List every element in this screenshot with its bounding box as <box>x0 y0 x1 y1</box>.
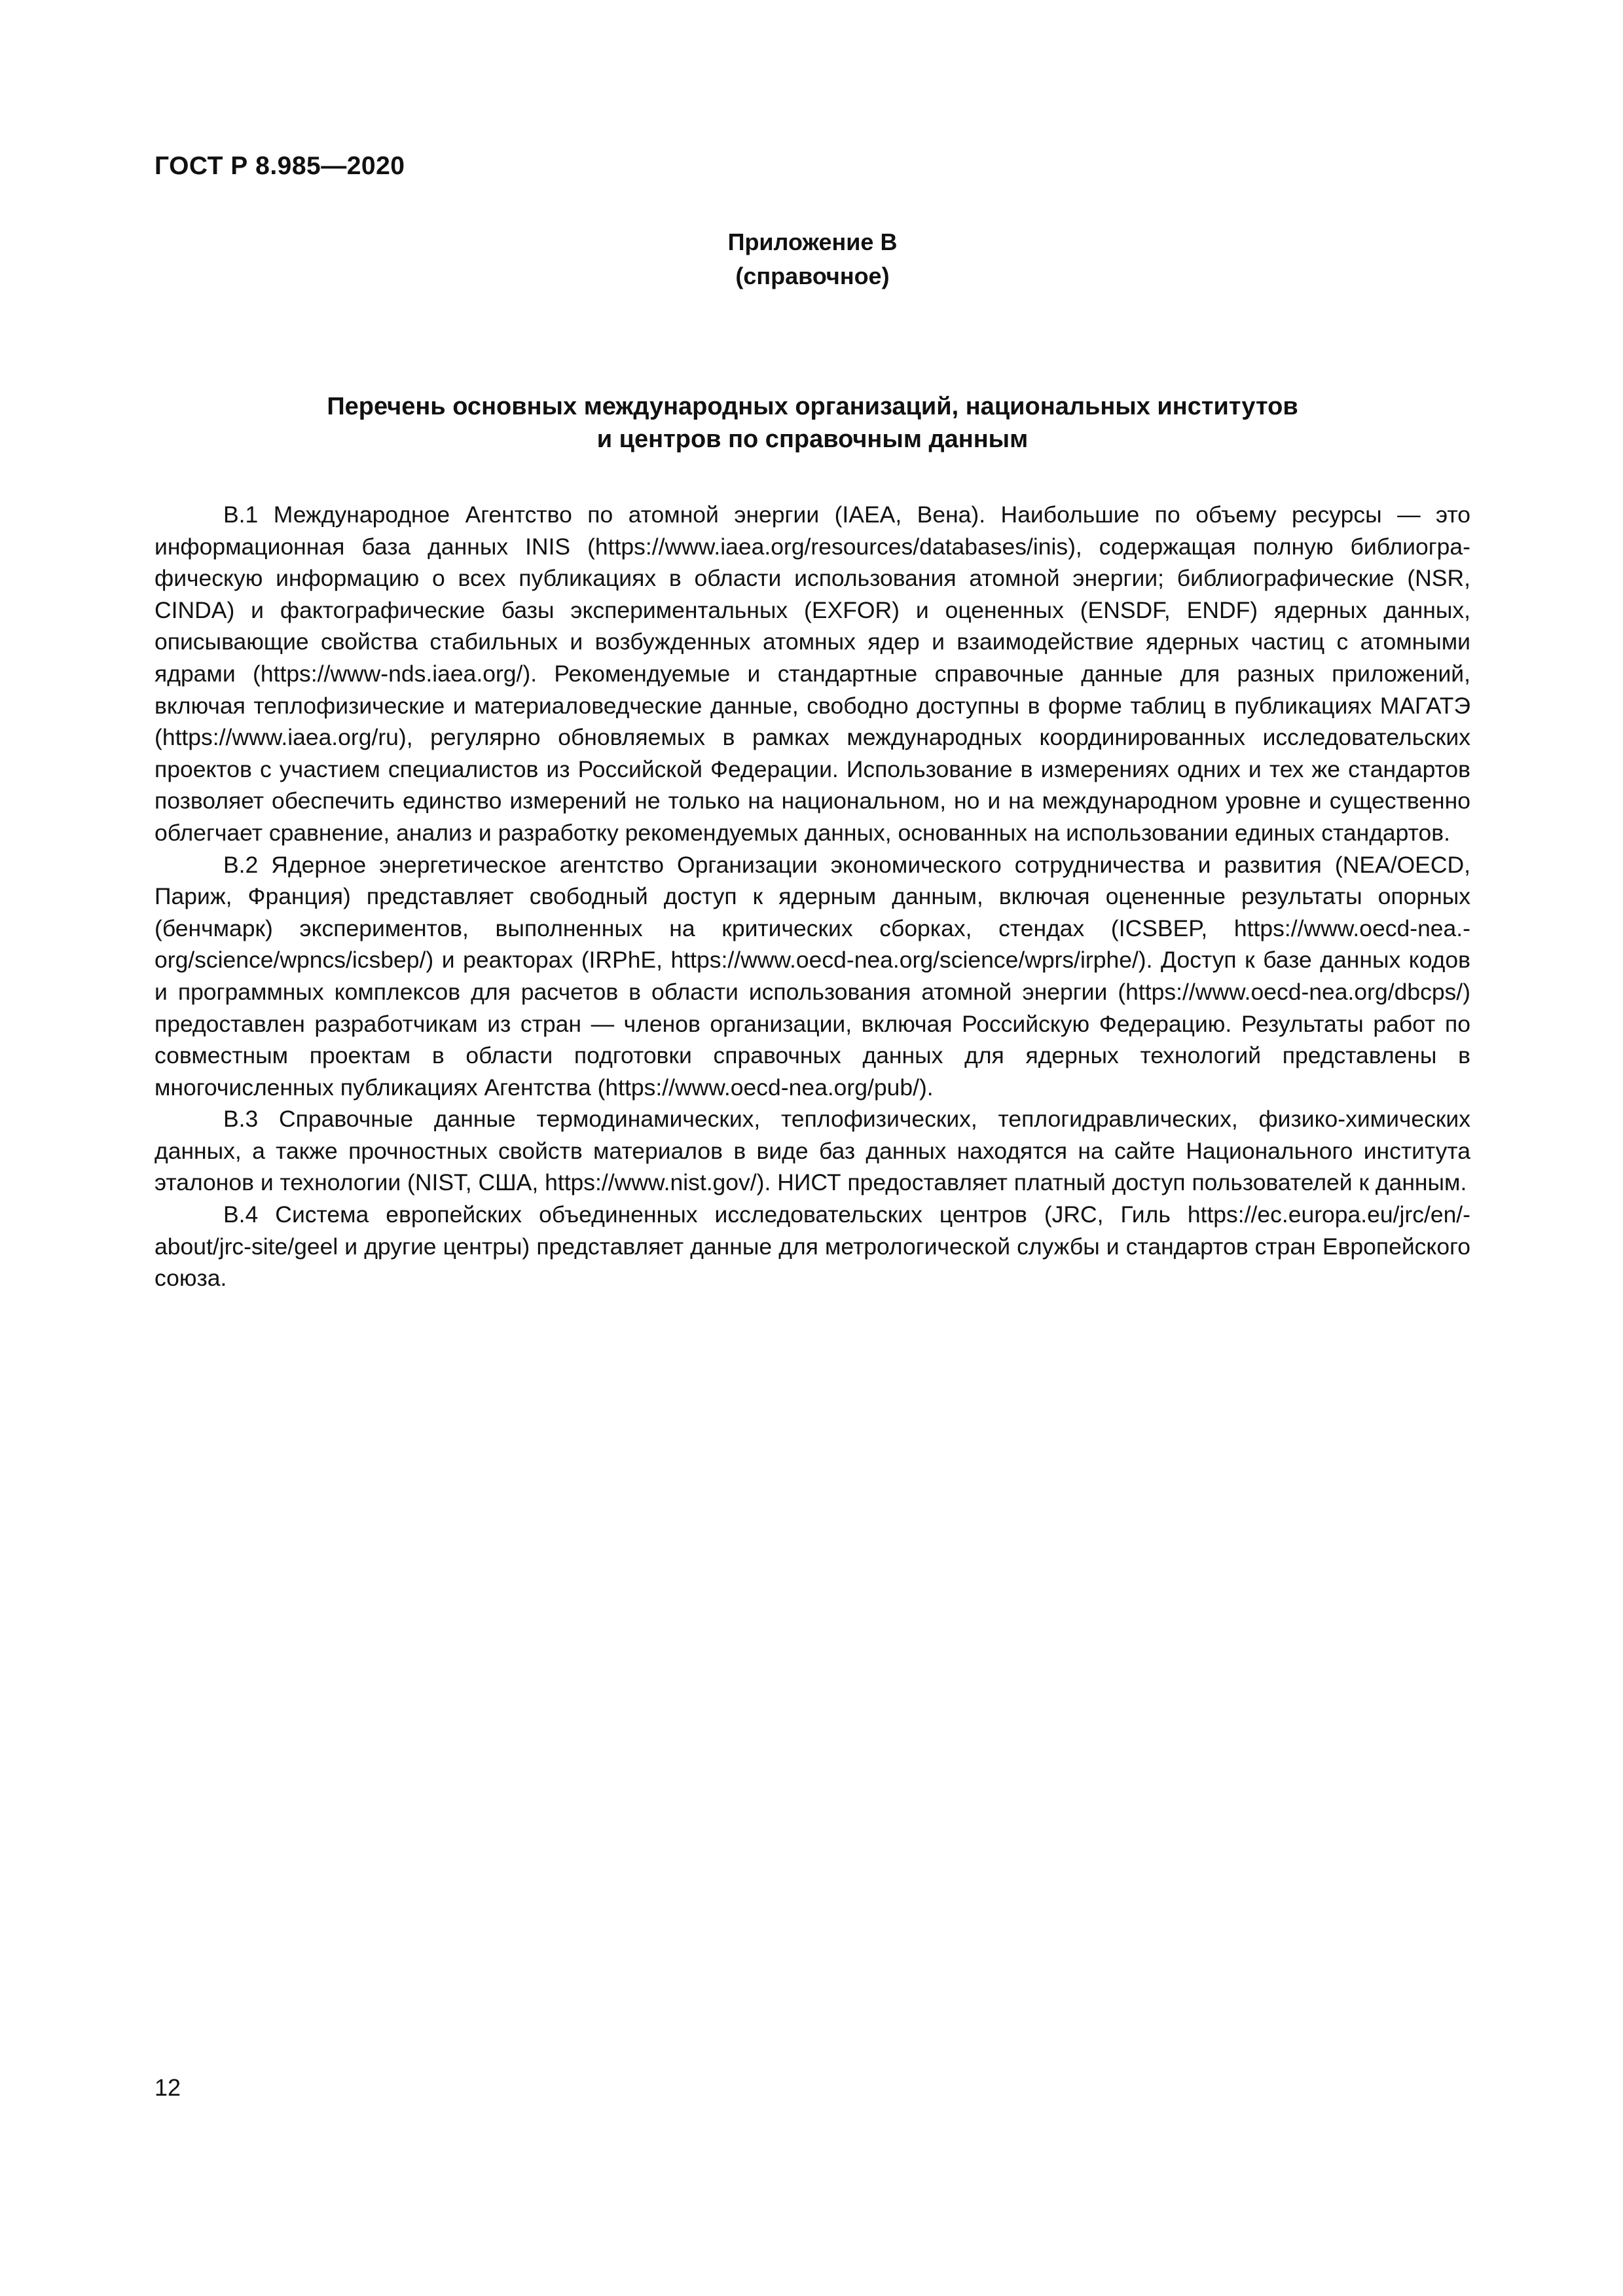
page-number: 12 <box>155 2074 181 2101</box>
section-title-line-2: и центров по справочным данным <box>596 426 1029 453</box>
paragraph-b4: В.4 Система европейских объединенных исследовательских центров (JRC, Гиль https://ec.europa.eu/jrc/en/about/jrc-site/geel и другие центры) представляет данные для метрологической службы и стандартов стран Европейского союза. <box>155 1201 1470 1292</box>
section-title <box>155 390 1470 456</box>
appendix-title: Приложение В <box>727 228 898 255</box>
paragraph-b3: В.3 Справочные данные термодинамических, теплофизических, теплогидравлических, физико-химических данных, а также прочностных свойств материалов в виде баз данных находятся на сайте Национального института эталонов и технологии (NIST, США, https://www.nist.gov/). НИСТ предоставляет платный доступ пользователей к данным. <box>155 1106 1470 1196</box>
section-title-line-1: Перечень основных международных организаций, национальных институтов <box>327 393 1298 420</box>
paragraph-b2: В.2 Ядерное энергетическое агентство Организации экономического сотрудничества и развития (NEA/OECD, Париж, Франция) представляет свободный доступ к ядерным данным, включая оцененные результаты опорных (бенчмарк) экспериментов, выполненных на критических сборках, стендах (ICSBEP, https://www.oecd-nea.org/science/wpncs/icsbep/) и реакторах (IRPhE, https://www.oecd-nea.org/science/wprs/irphe/). Доступ к базе данных кодов и программных комплексов для расчетов в области использования атомной энергии (https://www.oecd-nea.org/dbcps/) предоставлен разработчикам из стран — членов организации, включая Российскую Федерацию. Результаты работ по совместным проектам в области подготовки справочных данных для ядерных технологий представлены в многочисленных публикациях Агентства (https://www.oecd-nea.org/pub/). <box>155 851 1470 1101</box>
standard-code-header: ГОСТ Р 8.985—2020 <box>155 152 405 180</box>
body-text <box>155 499 1470 1294</box>
appendix-heading <box>155 225 1470 293</box>
paragraph-b1: В.1 Международное Агентство по атомной энергии (IAEA, Вена). Наибольшие по объему ресурсы — это информационная база данных INIS (https://www.iaea.org/resources/databases/inis), содержащая полную библиографическую информацию о всех публикациях в области использования атомной энергии; библиографические (NSR, CINDA) и фактографические базы экспериментальных (EXFOR) и оцененных (ENSDF, ENDF) ядерных данных, описывающие свойства стабильных и возбужденных атомных ядер и взаимодействие ядерных частиц с атомными ядрами (https://www-nds.iaea.org/). Рекомендуемые и стандартные справочные данные для разных приложений, включая теплофизические и материаловедческие данные, свободно доступны в форме таблиц в публикациях МАГАТЭ (https://www.iaea.org/ru), регулярно обновляемых в рамках международных координированных исследовательских проектов с участием специалистов из Российской Федерации. Использование в измерениях одних и тех же стандартов позволяет обеспечить единство измерений не только на национальном, но и на международном уровне и существенно облегчает сравнение, анализ и разработку рекомендуемых данных, основанных на использовании единых стандартов. <box>155 501 1470 846</box>
appendix-status: (справочное) <box>735 263 890 289</box>
